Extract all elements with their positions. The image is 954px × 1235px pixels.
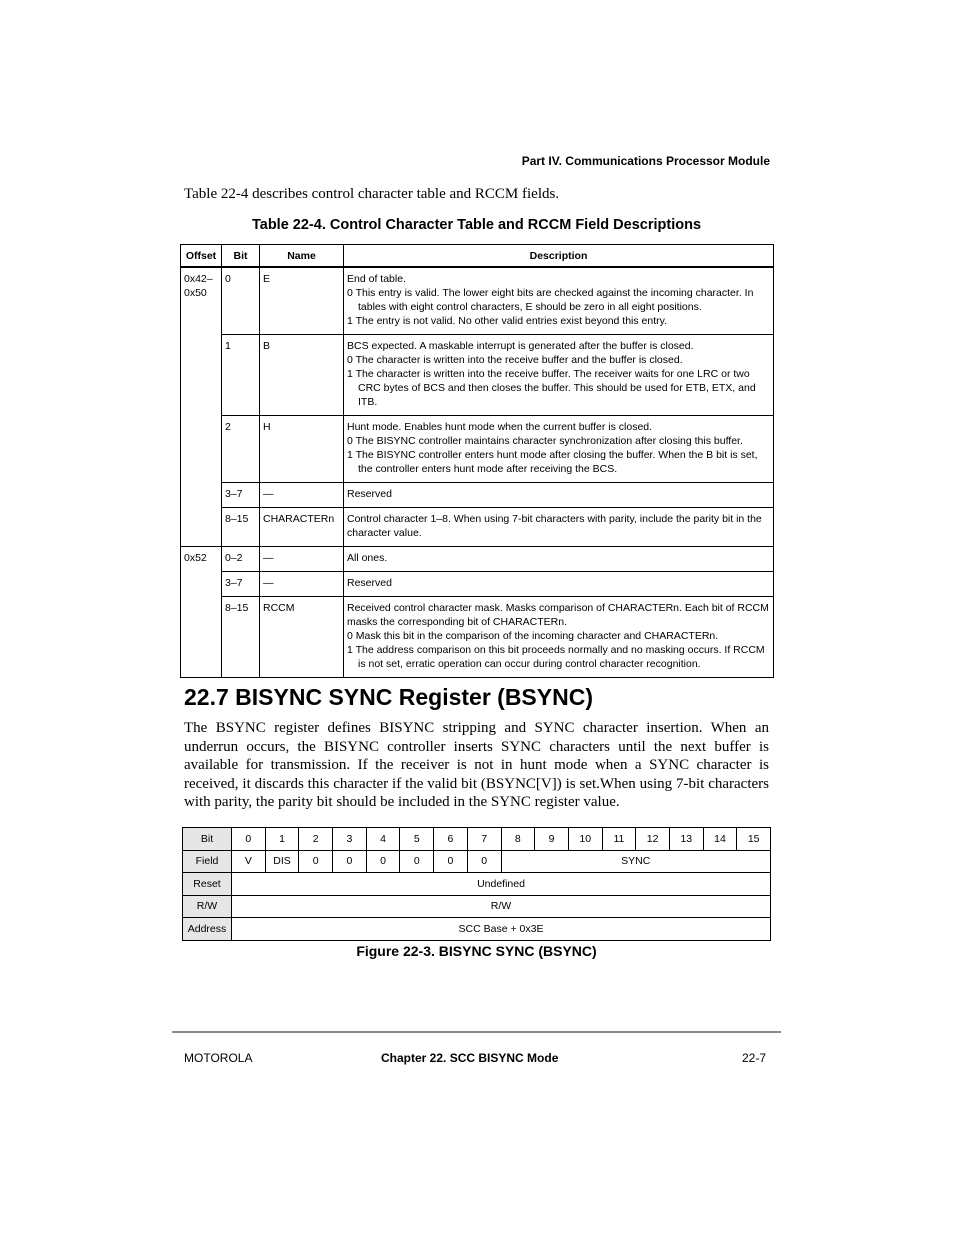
name-cell: —	[260, 572, 344, 597]
name-cell: RCCM	[260, 597, 344, 678]
register-field-row	[183, 850, 771, 873]
register-bit-number: 0	[232, 828, 266, 851]
register-bit-number: 8	[501, 828, 535, 851]
description-option: 1 The address comparison on this bit proceeds normally and no masking occurs. If RCCM is not set, erratic operation can occur during control character recognition.	[347, 644, 765, 670]
bit-cell: 1	[222, 335, 260, 416]
description-cell	[344, 597, 774, 678]
description-text: End of table.	[347, 273, 406, 285]
register-bit-number: 10	[568, 828, 602, 851]
name-cell: E	[260, 267, 344, 335]
rw-value: R/W	[232, 895, 771, 918]
name-cell: B	[260, 335, 344, 416]
bit-cell: 0	[222, 267, 260, 335]
description-cell	[344, 547, 774, 572]
bit-cell: 2	[222, 416, 260, 483]
description-option: 0 Mask this bit in the comparison of the incoming character and CHARACTERn.	[347, 630, 719, 642]
table-row	[181, 597, 774, 678]
description-cell	[344, 483, 774, 508]
register-bit-number: 14	[703, 828, 737, 851]
offset-line: 0x42–	[184, 273, 213, 285]
register-field-cell: V	[232, 850, 266, 873]
register-address-row	[183, 918, 771, 941]
section-title: 22.7 BISYNC SYNC Register (BSYNC)	[184, 684, 593, 710]
header-name: Name	[260, 245, 344, 268]
description-option: 1 The character is written into the receive buffer. The receiver waits for one LRC or two CRC bytes of BCS and then closes the buffer. This should be used for ETB, ETX, and ITB.	[347, 368, 756, 408]
field-label: Field	[183, 850, 232, 873]
description-text: Reserved	[347, 488, 392, 500]
register-bit-number: 9	[535, 828, 569, 851]
register-field-sync: SYNC	[501, 850, 771, 873]
control-character-table	[180, 244, 774, 678]
register-field-cell: 0	[434, 850, 468, 873]
name-cell: H	[260, 416, 344, 483]
register-bit-number: 3	[333, 828, 367, 851]
intro-text: Table 22-4 describes control character table and RCCM fields.	[184, 186, 560, 202]
register-bit-number: 15	[737, 828, 771, 851]
bit-cell: 3–7	[222, 572, 260, 597]
figure-caption: Figure 22-3. BISYNC SYNC (BSYNC)	[356, 943, 597, 959]
offset-line: 0x50	[184, 287, 207, 299]
description-text: Received control character mask. Masks comparison of CHARACTERn. Each bit of RCCM masks the corresponding bit of CHARACTERn.	[347, 602, 769, 628]
bit-cell: 8–15	[222, 508, 260, 547]
register-reset-row	[183, 873, 771, 896]
register-bit-number: 7	[467, 828, 501, 851]
table-caption: Table 22-4. Control Character Table and RCCM Field Descriptions	[251, 217, 702, 233]
address-value: SCC Base + 0x3E	[232, 918, 771, 941]
register-field-cell: 0	[467, 850, 501, 873]
register-bit-number: 12	[636, 828, 670, 851]
reset-label: Reset	[183, 873, 232, 896]
description-option: 0 The character is written into the receive buffer and the buffer is closed.	[347, 354, 683, 366]
offset-cell	[181, 267, 222, 547]
bit-cell: 3–7	[222, 483, 260, 508]
bit-cell: 0–2	[222, 547, 260, 572]
table-row	[181, 508, 774, 547]
description-text: Control character 1–8. When using 7-bit characters with parity, include the parity bit in the character value.	[347, 513, 762, 539]
reset-value: Undefined	[232, 873, 771, 896]
name-cell: —	[260, 547, 344, 572]
table-row	[181, 483, 774, 508]
table-row	[181, 416, 774, 483]
rw-label: R/W	[183, 895, 232, 918]
section-paragraph: The BSYNC register defines BISYNC stripping and SYNC character insertion. When an underrun occurs, the BISYNC controller inserts SYNC characters until the next buffer is available for transmission. If the receiver is not in hunt mode when a SYNC character is received, it discards this character if the valid bit (BSYNC[V]) is set.When using 7-bit characters with parity, the parity bit should be included in the SYNC register value.	[184, 720, 769, 810]
offset-cell: 0x52	[181, 547, 222, 678]
description-text: All ones.	[347, 552, 388, 564]
description-option: 0 This entry is valid. The lower eight bits are checked against the incoming character. In tables with eight control characters, E should be zero in all eight positions.	[347, 287, 754, 313]
description-option: 0 The BISYNC controller maintains character synchronization after closing this buffer.	[347, 435, 743, 447]
register-bit-row	[183, 828, 771, 851]
table-row	[181, 267, 774, 335]
name-cell: CHARACTERn	[260, 508, 344, 547]
bsync-register-diagram	[182, 827, 771, 941]
description-cell	[344, 572, 774, 597]
description-text: Hunt mode. Enables hunt mode when the current buffer is closed.	[347, 421, 653, 433]
header-description: Description	[344, 245, 774, 268]
bit-label: Bit	[183, 828, 232, 851]
description-cell	[344, 416, 774, 483]
register-field-cell: 0	[366, 850, 400, 873]
register-bit-number: 6	[434, 828, 468, 851]
name-cell: —	[260, 483, 344, 508]
register-field-cell: DIS	[265, 850, 299, 873]
description-option: 1 The BISYNC controller enters hunt mode after closing the buffer. When the B bit is set, the controller enters hunt mode after receiving the BCS.	[347, 449, 758, 475]
address-label: Address	[183, 918, 232, 941]
description-text: BCS expected. A maskable interrupt is generated after the buffer is closed.	[347, 340, 694, 352]
description-text: Reserved	[347, 577, 392, 589]
table-header-row	[181, 245, 774, 268]
description-cell	[344, 335, 774, 416]
footer-rule	[172, 1031, 781, 1033]
footer-chapter: Chapter 22. SCC BISYNC Mode	[381, 1051, 559, 1065]
register-bit-number: 5	[400, 828, 434, 851]
part-header: Part IV. Communications Processor Module	[521, 154, 770, 168]
description-cell	[344, 508, 774, 547]
header-bit: Bit	[222, 245, 260, 268]
table-row	[181, 335, 774, 416]
table-row	[181, 547, 774, 572]
register-bit-number: 13	[669, 828, 703, 851]
register-bit-number: 1	[265, 828, 299, 851]
description-option: 1 The entry is not valid. No other valid entries exist beyond this entry.	[347, 315, 668, 327]
bit-cell: 8–15	[222, 597, 260, 678]
register-bit-number: 11	[602, 828, 636, 851]
footer-page-number: 22-7	[741, 1051, 766, 1065]
description-cell	[344, 267, 774, 335]
register-bit-number: 2	[299, 828, 333, 851]
register-bit-number: 4	[366, 828, 400, 851]
table-row	[181, 572, 774, 597]
header-offset: Offset	[181, 245, 222, 268]
footer-publisher: MOTOROLA	[184, 1051, 253, 1065]
register-field-cell: 0	[400, 850, 434, 873]
register-rw-row	[183, 895, 771, 918]
register-field-cell: 0	[299, 850, 333, 873]
register-field-cell: 0	[333, 850, 367, 873]
